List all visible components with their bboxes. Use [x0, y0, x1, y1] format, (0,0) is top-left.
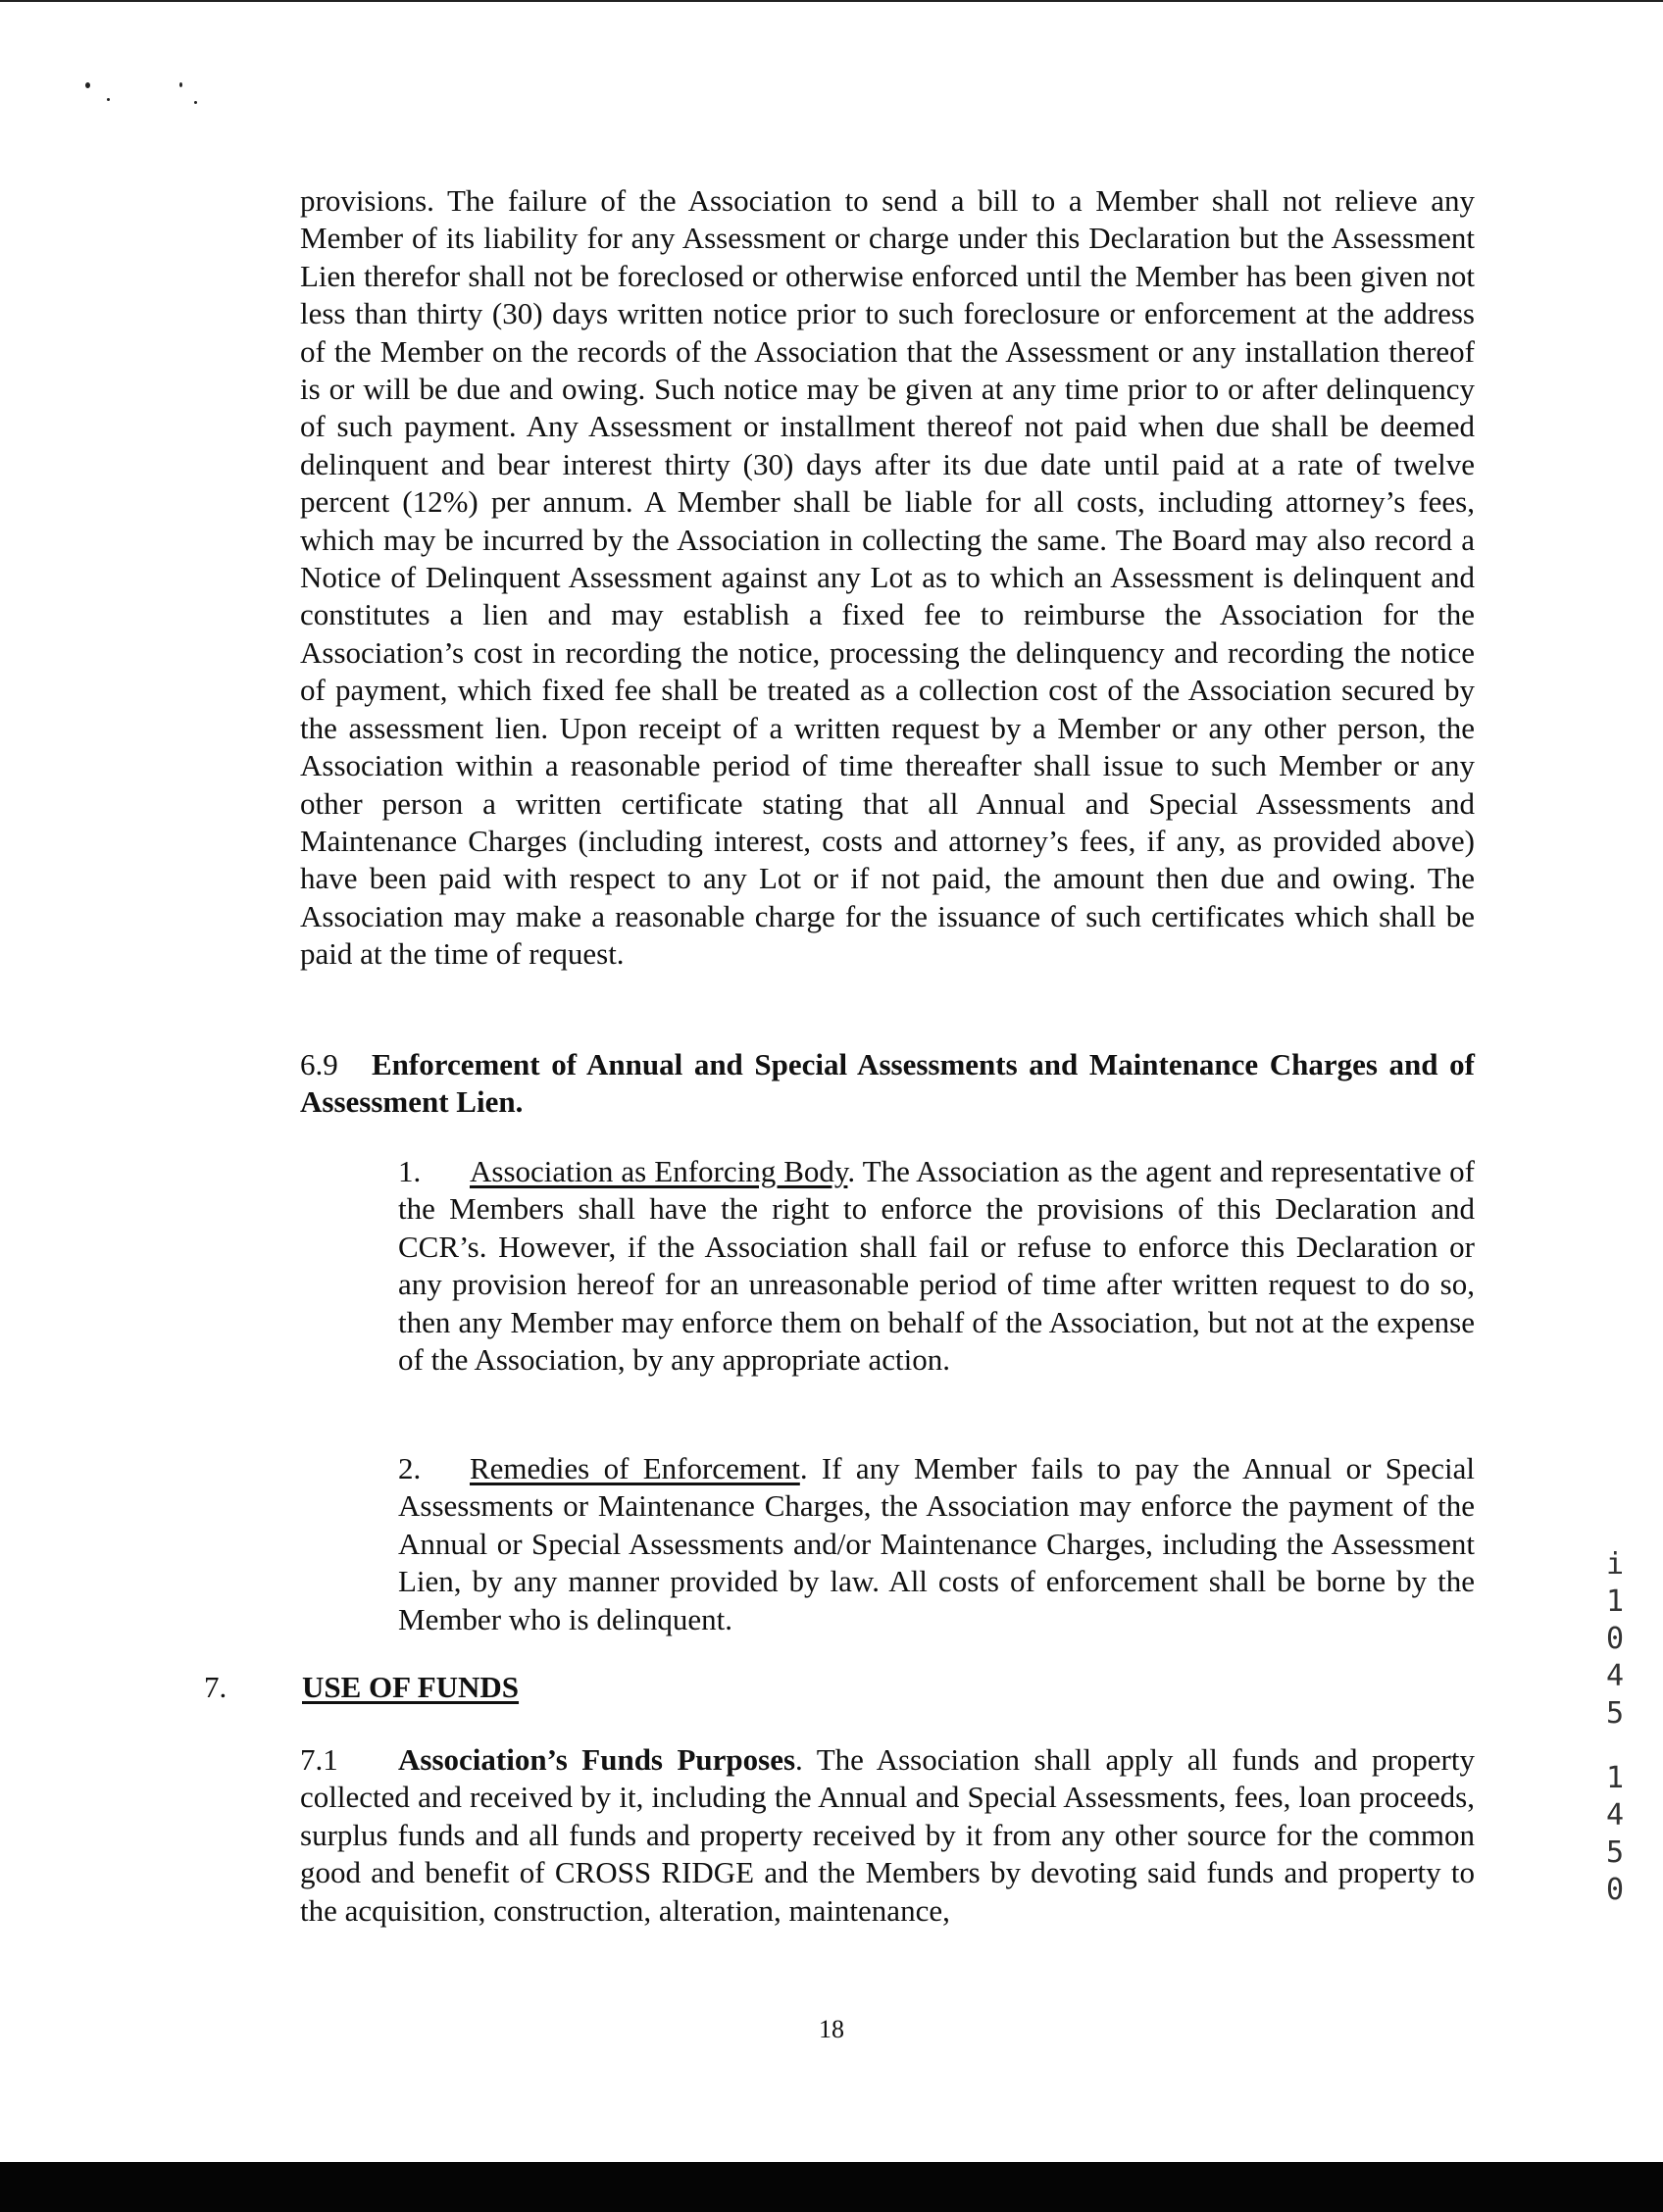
stamp-digit: 0: [1605, 1873, 1625, 1907]
intro-paragraph: provisions. The failure of the Association to send a bill to a Member shall not relieve any Member of its liability for any Assessment or charge under this Declaration but the Assessment Lien therefor shall not be foreclosed or otherwise enforced until the Member has been given not less than thirty (30) days written notice prior to such foreclosure or enforcement at the address of the Member on the records of the Association that the Assessment or any installation thereof is or will be due and owing. Such notice may be given at any time prior to or after delinquency of such payment. Any Assessment or installment thereof not paid when due shall be deemed delinquent and bear interest thirty (30) days after its due date until paid at a rate of twelve percent (12%) per annum. A Member shall be liable for all costs, including attorney’s fees, which may be incurred by the Association in collecting the same. The Board may also record a Notice of Delinquent Assessment against any Lot as to which an Assessment is delinquent and constitutes a lien and may establish a fixed fee to reimburse the Association for the Association’s cost in recording the notice, processing the delinquency and recording the notice of payment, which fixed fee shall be treated as a collection cost of the Association secured by the assessment lien. Upon receipt of a written request by a Member or any other person, the Association within a reasonable period of time thereafter shall issue to such Member or any other person a written certificate stating that all Annual and Special Assessments and Maintenance Charges (including interest, costs and attorney’s fees, if any, as provided above) have been paid with respect to any Lot or if not paid, the amount then due and owing. The Association may make a reasonable charge for the issuance of such certificates which shall be paid at the time of request.: [300, 183, 1475, 972]
item-text: . If any Member fails to pay the Annual or Special Assessments or Maintenance Charges, the Association may enforce the payment of the Annual or Special Assessments and/or Maintenance Charges, including the Assessment Lien, by any manner provided by law. All costs of enforcement shall be borne by the Member who is delinquent.: [398, 1451, 1475, 1636]
stamp-digit: 1: [1605, 1584, 1625, 1619]
item-number: 1.: [398, 1154, 422, 1188]
stamp-digit: 4: [1605, 1659, 1625, 1693]
enforcement-item-1: [398, 1153, 1475, 1379]
section-title: Association’s Funds Purposes: [398, 1742, 796, 1777]
stamp-digit: i: [1605, 1547, 1625, 1582]
margin-stamp: [1600, 1546, 1630, 1909]
section-title: Enforcement of Annual and Special Assessments and Maintenance Charges and of Assessment Lien.: [300, 1047, 1475, 1120]
section-number: 7.1: [300, 1742, 338, 1777]
section-number: 6.9: [300, 1047, 338, 1081]
stamp-gap: [1600, 1733, 1630, 1760]
enforcement-item-2: [398, 1450, 1475, 1638]
section-6-9-heading: [300, 1046, 1475, 1122]
stamp-digit: 4: [1605, 1798, 1625, 1833]
stamp-digit: 0: [1605, 1622, 1625, 1656]
stamp-digit: 1: [1605, 1761, 1625, 1795]
item-heading: Remedies of Enforcement: [470, 1451, 800, 1485]
stamp-digit: 5: [1605, 1696, 1625, 1731]
scan-bottom-edge: [0, 2162, 1663, 2212]
stamp-digit: 5: [1605, 1835, 1625, 1870]
section-title: USE OF FUNDS: [302, 1670, 520, 1704]
item-heading: Association as Enforcing Body: [470, 1154, 848, 1188]
page-number: 18: [819, 2015, 844, 2043]
section-text: . The Association shall apply all funds and property collected and received by it, including the Annual and Special Assessments, fees, loan proceeds, surplus funds and all funds and property received by it from any other source for the common good and benefit of CROSS RIDGE and the Members by devoting said funds and property to the acquisition, construction, alteration, maintenance,: [300, 1742, 1475, 1928]
item-number: 2.: [398, 1451, 422, 1485]
section-7-heading: [204, 1669, 519, 1706]
section-7-1-paragraph: [300, 1741, 1475, 1930]
section-number: 7.: [204, 1670, 227, 1704]
item-text: . The Association as the agent and representative of the Members shall have the right to enforce the provisions of this Declaration and CCR’s. However, if the Association shall fail or refuse to enforce this Declaration or any provision hereof for an unreasonable period of time after written request to do so, then any Member may enforce them on behalf of the Association, but not at the expense of the Association, by any appropriate action.: [398, 1154, 1475, 1378]
